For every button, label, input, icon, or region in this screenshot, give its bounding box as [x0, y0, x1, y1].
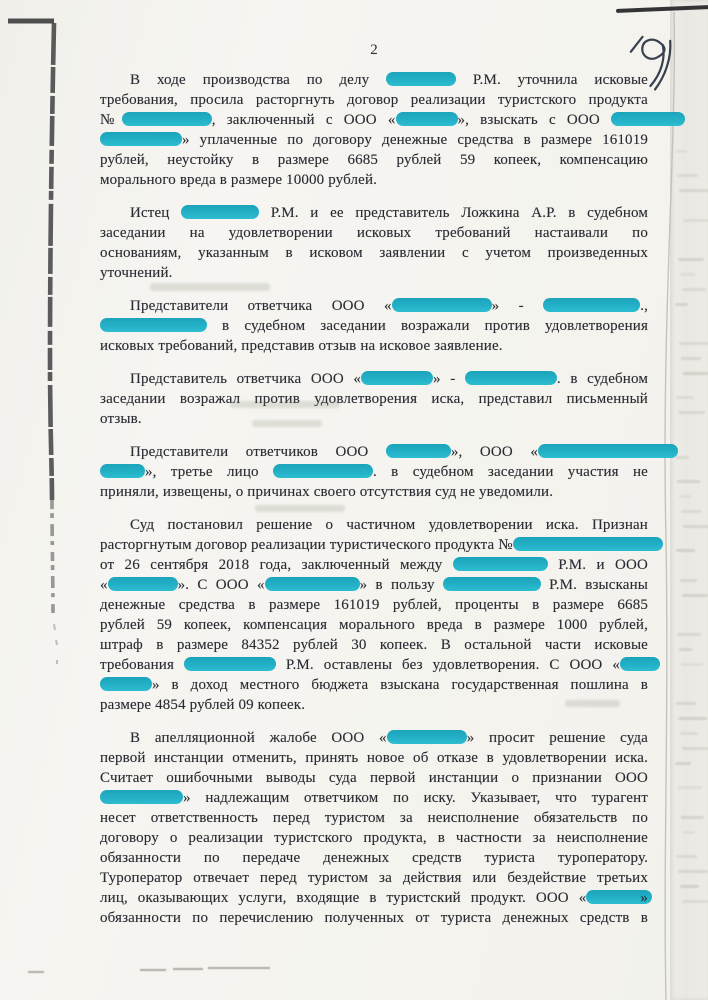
redaction-mark [386, 444, 451, 458]
text-run: денежные средства в размере 161019 рублей, проценты в размере 6685 [100, 597, 648, 613]
page-number: 2 [370, 42, 378, 58]
redaction-mark [392, 298, 492, 312]
redaction-mark [181, 205, 259, 219]
text-line [100, 595, 648, 615]
bleed-through-text [676, 702, 696, 705]
bleed-through-text [683, 372, 708, 375]
redaction-mark [265, 577, 360, 591]
text-line [100, 555, 648, 575]
text-line [100, 90, 648, 110]
text-run: размере 4854 рублей 09 копеек. [100, 697, 306, 713]
text-run: Р.М. оставлены без удовлетворения. С ООО « [275, 657, 620, 673]
text-line [100, 675, 648, 695]
text-line [100, 655, 648, 675]
paragraph [100, 442, 648, 502]
redaction-mark [184, 657, 276, 671]
text-run: » просит решение суда [466, 730, 648, 746]
text-run: Представитель ответчика ООО « [130, 371, 362, 387]
text-line [100, 243, 648, 263]
bleed-through-text [680, 732, 698, 735]
redaction-mark [108, 577, 178, 591]
text-run: ., [640, 298, 648, 314]
text-run: основаниям, указанным в исковом заявлении с учетом произведенных [100, 245, 648, 261]
paragraph [100, 203, 648, 283]
text-line [100, 170, 648, 190]
text-line [100, 130, 648, 150]
text-line [100, 788, 648, 808]
bleed-through-text [679, 495, 691, 498]
redaction-mark [453, 557, 548, 571]
bleed-through-text [678, 870, 708, 873]
redaction-mark [122, 112, 212, 126]
redaction-mark [100, 464, 145, 478]
bleed-through-text [677, 480, 700, 483]
text-run: » надлежащим ответчиком по иску. Указывает, что турагент [183, 790, 648, 806]
redaction-mark [396, 112, 458, 126]
text-run: . в судебном [556, 371, 648, 387]
text-line [100, 263, 648, 283]
text-run: требования, просила расторгнуть договор реализации туристского продукта [100, 92, 648, 108]
text-line [100, 482, 648, 502]
redaction-mark [100, 677, 152, 691]
text-line [100, 848, 648, 868]
bleed-through-text [678, 258, 704, 261]
text-run: приняли, извещены, о причинах своего отсутствия суд не уведомили. [100, 484, 554, 500]
bleed-through-text [680, 273, 695, 276]
text-run: В ходе производства по делу [130, 72, 387, 88]
bleed-through-text [682, 900, 708, 903]
text-run: требования [100, 657, 184, 673]
bleed-through-text [678, 411, 705, 414]
redaction-mark [273, 464, 373, 478]
text-run: », ООО « [450, 444, 538, 460]
text-line [100, 828, 648, 848]
text-run: », третье лицо [145, 464, 273, 480]
text-line [100, 110, 648, 130]
bottom-smudge [28, 971, 44, 973]
text-line [100, 369, 648, 389]
text-run: рублей 59 копеек, компенсация морального вреда в размере 1000 рублей, [100, 617, 648, 633]
text-run: » в доход местного бюджета взыскана государственная пошлина в [152, 677, 648, 693]
bleed-through-text [679, 189, 708, 192]
redaction-mark [620, 657, 660, 671]
bleed-through-text [675, 762, 691, 765]
bleed-through-text [675, 456, 689, 459]
paragraph [100, 728, 648, 928]
bleed-through-text [683, 525, 708, 528]
text-line [100, 615, 648, 635]
text-line [100, 635, 648, 655]
text-line [100, 768, 648, 788]
text-line [100, 203, 648, 223]
text-run: В апелляционной жалобе ООО « [130, 730, 387, 746]
text-run: , заключенный с ООО « [211, 112, 396, 128]
paragraph [100, 515, 648, 715]
redaction-mark [538, 444, 678, 458]
text-line [100, 908, 648, 928]
text-line [100, 868, 648, 888]
text-run: » [640, 890, 648, 906]
text-line [100, 389, 648, 409]
bleed-through-text [676, 396, 694, 399]
text-run: несет ответственность перед туристом за неисполнение обязательств по [100, 810, 648, 826]
text-run: обязанности по перечислению полученных от туриста денежных средств в [100, 910, 648, 926]
bleed-through-smudge [255, 505, 345, 512]
bleed-through-smudge [252, 420, 322, 427]
bleed-through-smudge [230, 401, 340, 408]
text-line [100, 748, 648, 768]
bleed-through-text [679, 342, 708, 345]
text-run: Истец [130, 205, 182, 221]
bleed-through-text [682, 594, 708, 597]
bleed-through-text [676, 549, 695, 552]
text-run: лиц, оказывающих услуги, входящие в туристский продукт. ООО « [100, 890, 587, 906]
redaction-mark [465, 371, 557, 385]
text-run: », взыскать с ООО [457, 112, 611, 128]
text-run: заседании на удовлетворении исковых требований настаивали по [100, 225, 648, 241]
text-run: » - [491, 298, 544, 314]
paragraph [100, 369, 648, 429]
redaction-mark [387, 730, 467, 744]
text-run: первой инстанции отменить, принять новое об отказе в удовлетворении иска. [100, 750, 648, 766]
text-run: отзыв. [100, 411, 142, 427]
bottom-smudge [173, 968, 203, 970]
bleed-through-text [682, 288, 706, 291]
text-line [100, 442, 648, 462]
text-run: договору о реализации туристского продукта, в частности за неисполнение [100, 830, 648, 846]
bleed-through-text [677, 633, 701, 636]
text-run: Представители ответчика ООО « [130, 298, 392, 314]
text-run: обязанности по передаче денежных средств туриста туроператору. [100, 850, 648, 866]
paragraph [100, 70, 648, 190]
text-line [100, 316, 648, 336]
bleed-through-text [683, 831, 695, 834]
text-run: . в судебном заседании участия не [372, 464, 648, 480]
bleed-through-text [681, 663, 703, 666]
text-run: » в пользу [359, 577, 443, 593]
text-run: в судебном заседании возражали против удовлетворения [207, 318, 648, 334]
bleed-through-smudge [150, 283, 270, 291]
text-run: Р.М. уточнила исковые [456, 72, 648, 88]
bottom-smudge [208, 967, 270, 969]
text-line [100, 808, 648, 828]
bleed-through-text [677, 786, 702, 789]
text-run: исковых требований, представив отзыв на исковое заявление. [100, 338, 503, 354]
text-run: заседании возражал против удовлетворения иска, представил письменный [100, 391, 648, 407]
bleed-through-text [681, 510, 702, 513]
redaction-mark [543, 298, 640, 312]
text-line [100, 70, 648, 90]
text-line [100, 409, 648, 429]
text-line [100, 296, 648, 316]
bleed-through-text [679, 648, 692, 651]
bleed-through-text [677, 174, 698, 177]
bleed-through-text [678, 717, 707, 720]
text-run: » уплаченные по договору денежные средства в размере 161019 [182, 132, 648, 148]
text-run: морального вреда в размере 10000 рублей. [100, 172, 378, 188]
redaction-mark [386, 72, 456, 86]
bleed-through-text [676, 855, 697, 858]
text-run: Представители ответчиков ООО [130, 444, 386, 460]
text-run: расторгнутым договор реализации туристического продукта № [100, 537, 513, 553]
text-line [100, 888, 648, 908]
redaction-mark [100, 318, 207, 332]
text-run: Р.М. и ООО [547, 557, 648, 573]
text-run: штраф в размере 84352 рублей 30 копеек. В остальной части исковые [100, 637, 648, 653]
text-run: Р.М. и ее представитель Ложкина А.Р. в судебном [259, 205, 648, 221]
redaction-mark [100, 132, 182, 146]
text-run: « [100, 577, 108, 593]
bleed-through-text [675, 303, 688, 306]
bleed-through-text [682, 747, 708, 750]
text-run: » - [433, 371, 465, 387]
text-line [100, 515, 648, 535]
text-line [100, 728, 648, 748]
text-line [100, 462, 648, 482]
text-run: Р.М. взысканы [540, 577, 648, 593]
text-run: № [100, 112, 122, 128]
text-run: от 26 сентября 2018 года, заключенный между [100, 557, 453, 573]
text-line [100, 150, 648, 170]
redaction-mark [611, 112, 685, 126]
bleed-through-text [675, 150, 687, 153]
text-line [100, 336, 648, 356]
bleed-through-text [680, 885, 699, 888]
bleed-through-smudge [565, 700, 620, 707]
text-run: Туроператор отвечает перед туристом за действия или бездействие третьих [100, 870, 648, 886]
text-line [100, 575, 648, 595]
bleed-through-text [683, 219, 708, 222]
bleed-through-text [681, 357, 701, 360]
text-run: ». С ООО « [177, 577, 265, 593]
bleed-through-text [680, 579, 697, 582]
redaction-mark [100, 790, 183, 804]
redaction-mark [361, 371, 433, 385]
text-run: Считает ошибочными выводы суда первой инстанции о признании ООО [100, 770, 648, 786]
text-run: Суд постановил решение о частичном удовлетворении иска. Признан [130, 517, 648, 533]
bottom-smudge [140, 969, 166, 971]
adjacent-page-strip [670, 0, 708, 1000]
redaction-mark [443, 577, 541, 591]
text-run: рублей, неустойку в размере 6685 рублей 59 копеек, компенсацию [100, 152, 648, 168]
page-content [100, 70, 648, 941]
text-line [100, 535, 648, 555]
bleed-through-text [681, 816, 704, 819]
text-line [100, 223, 648, 243]
text-run: уточнений. [100, 265, 173, 281]
paragraph [100, 296, 648, 356]
redaction-mark [513, 537, 663, 551]
